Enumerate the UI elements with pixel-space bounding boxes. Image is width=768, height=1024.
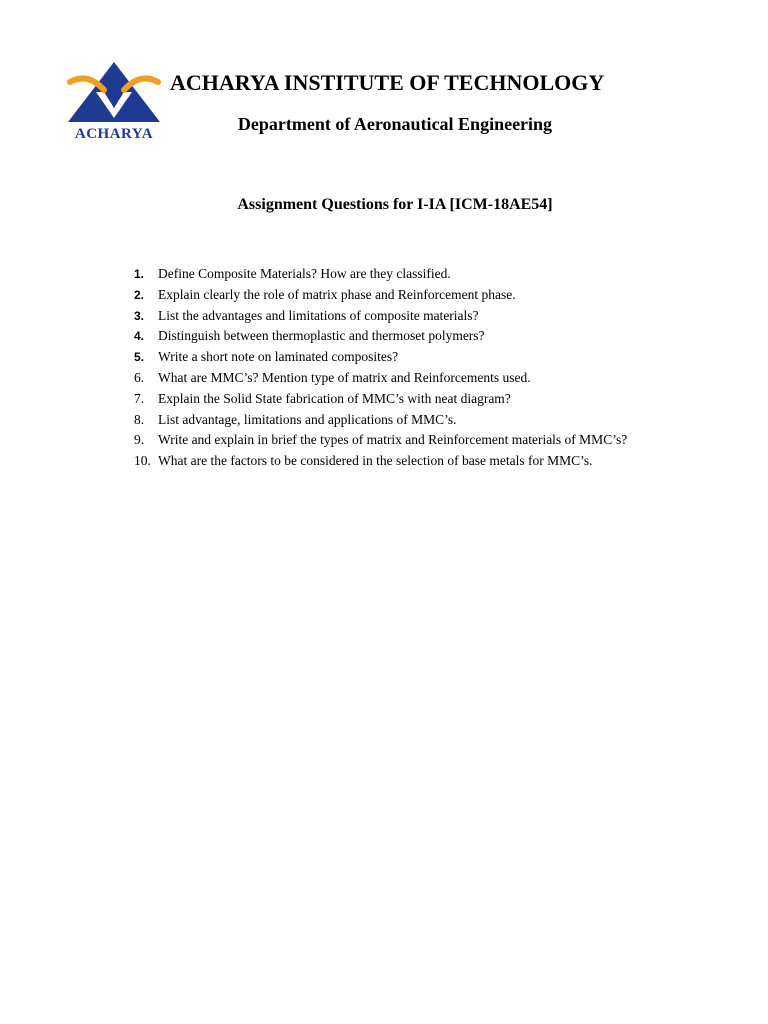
question-number: 2.	[134, 287, 145, 302]
institute-name: ACHARYA INSTITUTE OF TECHNOLOGY	[170, 70, 605, 95]
question-number: 4.	[134, 329, 145, 344]
question-text: List the advantages and limitations of composite materials?	[158, 307, 479, 323]
list-item	[134, 285, 627, 306]
department-name: Department of Aeronautical Engineering	[237, 114, 553, 134]
list-item	[134, 410, 627, 431]
list-item	[134, 306, 627, 327]
question-text: What are the factors to be considered in the selection of base metals for MMC’s.	[158, 453, 593, 469]
question-text: Define Composite Materials? How are they classified.	[158, 266, 451, 281]
list-item	[134, 368, 627, 389]
question-text: Explain clearly the role of matrix phase and Reinforcement phase.	[158, 286, 516, 302]
question-number: 5.	[134, 350, 145, 365]
list-item	[134, 430, 627, 451]
question-text: Distinguish between thermoplastic and thermoset polymers?	[158, 328, 485, 344]
question-number: 7.	[134, 390, 145, 406]
question-text: Explain the Solid State fabrication of MMC’s with neat diagram?	[158, 390, 511, 406]
logo-wordmark: ACHARYA	[74, 126, 154, 142]
list-item	[134, 326, 627, 347]
question-number: 9.	[134, 432, 145, 448]
question-number: 3.	[134, 308, 145, 323]
question-number: 10.	[134, 453, 151, 469]
list-item	[134, 389, 627, 410]
question-text: Write and explain in brief the types of matrix and Reinforcement materials of MMC’s?	[158, 432, 628, 448]
question-number: 1.	[134, 267, 145, 281]
list-item	[134, 451, 627, 472]
question-number: 8.	[134, 411, 145, 427]
question-number: 6.	[134, 369, 145, 385]
assignment-title: Assignment Questions for I-IA [ICM-18AE54]	[237, 196, 553, 213]
question-text: What are MMC’s? Mention type of matrix and Reinforcements used.	[158, 369, 531, 385]
question-text: Write a short note on laminated composites?	[158, 349, 399, 365]
list-item	[134, 347, 627, 368]
question-text: List advantage, limitations and applications of MMC’s.	[158, 411, 457, 427]
list-item	[134, 264, 627, 285]
question-list	[134, 264, 627, 472]
